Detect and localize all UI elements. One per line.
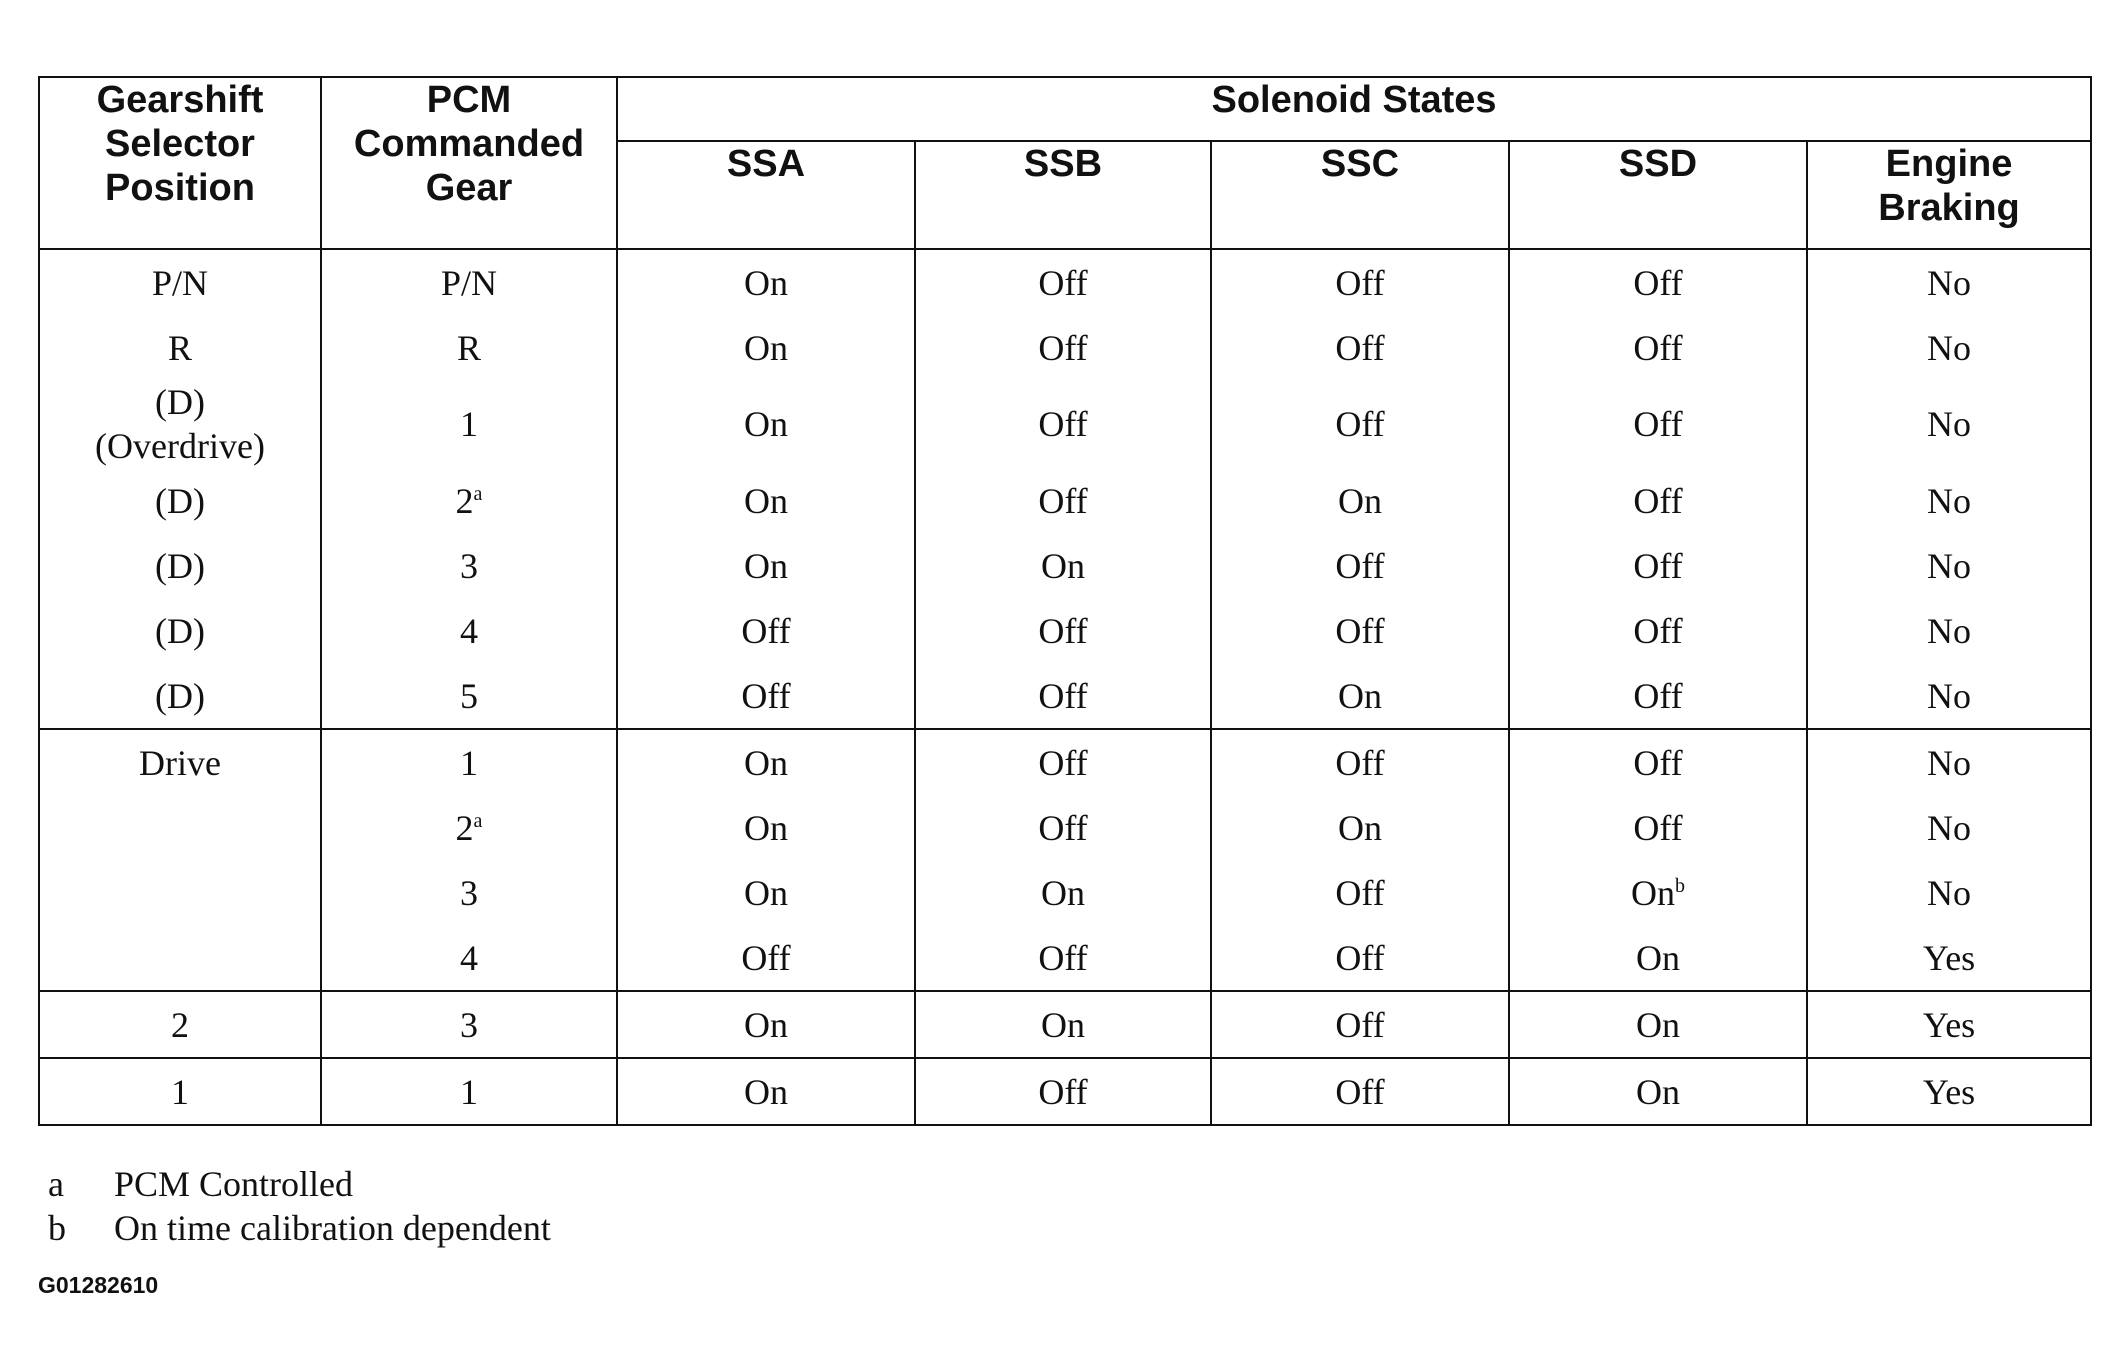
footnote-marker: a (473, 482, 483, 505)
ssd-cell (1509, 533, 1807, 598)
ssd-cell (1509, 663, 1807, 729)
commanded-gear-cell (321, 598, 617, 663)
engine-braking-cell (1807, 991, 2091, 1058)
table-row (39, 729, 2091, 795)
cell-text: Off (1633, 327, 1683, 368)
ssa-cell (617, 860, 915, 925)
commanded-gear-cell (321, 533, 617, 598)
ssa-cell (617, 1058, 915, 1125)
ssb-cell (915, 598, 1211, 663)
ssb-cell (915, 663, 1211, 729)
cell-text: 3 (460, 545, 478, 586)
selector-position-cell (39, 729, 321, 795)
cell-text: No (1927, 742, 1972, 783)
cell-text: On (1338, 807, 1382, 848)
commanded-gear-cell (321, 249, 617, 315)
ssd-cell (1509, 598, 1807, 663)
ssa-cell (617, 663, 915, 729)
engine-braking-cell (1807, 533, 2091, 598)
engine-braking-cell (1807, 468, 2091, 533)
ssb-cell (915, 468, 1211, 533)
engine-braking-cell (1807, 315, 2091, 380)
selector-position-cell (39, 795, 321, 860)
header-line: Braking (1878, 187, 2020, 229)
ssa-cell (617, 249, 915, 315)
engine-braking-cell (1807, 380, 2091, 468)
ssd-cell (1509, 991, 1807, 1058)
ssc-cell (1211, 598, 1509, 663)
header-line: PCM (426, 79, 512, 121)
cell-text: 4 (460, 937, 478, 978)
cell-text: 1 (460, 404, 478, 444)
figure-id: G01282610 (38, 1272, 159, 1298)
ssd-cell (1509, 925, 1807, 991)
cell-text: On (1636, 1004, 1680, 1045)
cell-text: 3 (460, 1004, 478, 1045)
cell-text: (D) (155, 610, 205, 651)
cell-text: Off (1633, 675, 1683, 716)
cell-text (322, 806, 616, 850)
selector-position-cell (39, 1058, 321, 1125)
ssa-cell (617, 533, 915, 598)
ssa-cell (617, 729, 915, 795)
engine-braking-cell (1807, 1058, 2091, 1125)
ssc-cell (1211, 925, 1509, 991)
engine-braking-cell (1807, 729, 2091, 795)
header-line: Commanded (353, 123, 585, 165)
selector-position-cell (39, 598, 321, 663)
solenoid-states-table (38, 76, 2092, 1126)
cell-text: Off (1038, 675, 1088, 716)
cell-text: Yes (1922, 937, 1976, 978)
header-line: Gearshift (96, 79, 264, 121)
cell-text: 1 (171, 1071, 189, 1112)
commanded-gear-cell (321, 860, 617, 925)
footnote-key: a (48, 1164, 64, 1204)
cell-text: Off (1038, 807, 1088, 848)
table-row (39, 663, 2091, 729)
ssd-cell (1509, 468, 1807, 533)
header-line: Engine (1885, 143, 2013, 185)
cell-text: Off (1633, 807, 1683, 848)
cell-text: Off (1335, 742, 1385, 783)
cell-text: On (1041, 1004, 1085, 1045)
table-row (39, 249, 2091, 315)
cell-text: (D) (155, 382, 205, 422)
ssb-cell (915, 249, 1211, 315)
cell-text: Off (741, 675, 791, 716)
cell-text: 2 (171, 1004, 189, 1045)
cell-text: Off (1335, 872, 1385, 913)
ssb-cell (915, 925, 1211, 991)
cell-text: R (456, 327, 481, 368)
engine-braking-cell (1807, 795, 2091, 860)
ssc-cell (1211, 249, 1509, 315)
cell-text: R (167, 327, 192, 368)
cell-text: Off (1633, 742, 1683, 783)
selector-position-cell (39, 860, 321, 925)
cell-text (322, 479, 616, 523)
ssb-cell (915, 1058, 1211, 1125)
cell-text: Off (1335, 1004, 1385, 1045)
cell-text: On (744, 262, 788, 303)
ssb-cell (915, 380, 1211, 468)
selector-position-cell (39, 663, 321, 729)
cell-text: Off (1038, 742, 1088, 783)
cell-text: No (1927, 327, 1972, 368)
cell-text: Off (1335, 1071, 1385, 1112)
table-row (39, 533, 2091, 598)
pcm-commanded-gear-header (321, 77, 617, 249)
table-row (39, 315, 2091, 380)
footnotes (48, 1162, 551, 1250)
cell-text: Off (1335, 262, 1385, 303)
ssa-header: SSA (617, 141, 915, 249)
table-row (39, 991, 2091, 1058)
cell-text: Off (1633, 545, 1683, 586)
selector-position-cell (39, 380, 321, 468)
cell-text: On (744, 1071, 788, 1112)
engine-braking-cell (1807, 860, 2091, 925)
ssb-cell (915, 860, 1211, 925)
engine-braking-cell (1807, 249, 2091, 315)
selector-position-cell (39, 991, 321, 1058)
ssd-cell (1509, 1058, 1807, 1125)
ssa-cell (617, 925, 915, 991)
cell-text: No (1927, 872, 1972, 913)
ssd-cell (1509, 315, 1807, 380)
engine-braking-cell (1807, 663, 2091, 729)
commanded-gear-cell (321, 663, 617, 729)
ssc-cell (1211, 795, 1509, 860)
cell-text: On (744, 545, 788, 586)
ssb-cell (915, 315, 1211, 380)
cell-text: Off (1335, 937, 1385, 978)
engine-braking-cell (1807, 598, 2091, 663)
ssa-cell (617, 315, 915, 380)
table-row (39, 1058, 2091, 1125)
ssa-cell (617, 380, 915, 468)
table-row (39, 925, 2091, 991)
ssa-cell (617, 468, 915, 533)
cell-text: Off (1038, 327, 1088, 368)
engine-braking-header (1807, 141, 2091, 249)
cell-text: 5 (460, 675, 478, 716)
cell-text: No (1927, 480, 1972, 521)
ssc-cell (1211, 991, 1509, 1058)
cell-text: Off (1335, 610, 1385, 651)
selector-position-cell (39, 533, 321, 598)
selector-position-cell (39, 315, 321, 380)
ssc-cell (1211, 315, 1509, 380)
cell-text: Off (741, 610, 791, 651)
cell-text: 1 (460, 742, 478, 783)
ssa-cell (617, 795, 915, 860)
ssc-cell (1211, 860, 1509, 925)
ssb-header: SSB (915, 141, 1211, 249)
cell-text: Off (1038, 610, 1088, 651)
footnote-key: b (48, 1208, 66, 1248)
footnote-text: PCM Controlled (114, 1164, 354, 1204)
cell-text: 2 (455, 807, 474, 848)
ssb-cell (915, 533, 1211, 598)
cell-text: On (744, 1004, 788, 1045)
cell-text: Off (1633, 480, 1683, 521)
cell-text: No (1927, 610, 1972, 651)
cell-text: On (744, 742, 788, 783)
cell-text: No (1927, 545, 1972, 586)
commanded-gear-cell (321, 729, 617, 795)
ssb-cell (915, 795, 1211, 860)
cell-text: Off (1335, 545, 1385, 586)
cell-text (1510, 871, 1806, 915)
cell-text: Off (1633, 610, 1683, 651)
cell-text: Off (1038, 404, 1088, 444)
cell-text: On (1636, 1071, 1680, 1112)
cell-text: Off (1038, 937, 1088, 978)
engine-braking-cell (1807, 925, 2091, 991)
cell-text: No (1927, 404, 1972, 444)
cell-text: On (744, 327, 788, 368)
ssc-cell (1211, 468, 1509, 533)
ssc-cell (1211, 663, 1509, 729)
ssc-cell (1211, 1058, 1509, 1125)
cell-text: Off (1633, 404, 1683, 444)
cell-text: On (744, 480, 788, 521)
cell-text: On (744, 807, 788, 848)
cell-text: Off (741, 937, 791, 978)
table-header (39, 77, 2091, 249)
table-body (39, 249, 2091, 1125)
ssa-cell (617, 598, 915, 663)
cell-text: (Overdrive) (95, 426, 265, 466)
footnote-a (48, 1162, 551, 1206)
cell-text: 2 (455, 480, 474, 521)
cell-text: Yes (1922, 1071, 1976, 1112)
commanded-gear-cell (321, 795, 617, 860)
gearshift-selector-position-header (39, 77, 321, 249)
commanded-gear-cell (321, 1058, 617, 1125)
cell-text: No (1927, 675, 1972, 716)
cell-text: P/N (151, 262, 209, 303)
cell-text: (D) (155, 480, 205, 521)
table-row (39, 468, 2091, 533)
cell-text: Off (1633, 262, 1683, 303)
selector-position-cell (39, 249, 321, 315)
ssb-cell (915, 729, 1211, 795)
cell-text: On (744, 404, 788, 444)
ssc-cell (1211, 533, 1509, 598)
commanded-gear-cell (321, 468, 617, 533)
cell-text: 1 (460, 1071, 478, 1112)
commanded-gear-cell (321, 991, 617, 1058)
ssd-cell (1509, 249, 1807, 315)
commanded-gear-cell (321, 315, 617, 380)
table-row (39, 795, 2091, 860)
selector-position-cell (39, 925, 321, 991)
ssa-cell (617, 991, 915, 1058)
cell-text: 3 (460, 872, 478, 913)
cell-text: Off (1335, 327, 1385, 368)
cell-text: (D) (155, 675, 205, 716)
ssc-header: SSC (1211, 141, 1509, 249)
cell-text: Off (1038, 262, 1088, 303)
header-line: Gear (425, 167, 513, 209)
ssc-cell (1211, 380, 1509, 468)
ssd-cell (1509, 380, 1807, 468)
cell-text: No (1927, 262, 1972, 303)
solenoid-states-header: Solenoid States (617, 77, 2091, 141)
cell-text: Drive (139, 742, 221, 783)
ssd-cell (1509, 729, 1807, 795)
cell-text: Off (1038, 480, 1088, 521)
ssd-cell (1509, 795, 1807, 860)
cell-text: On (1041, 872, 1085, 913)
header-line: Selector (105, 123, 255, 165)
ssd-header: SSD (1509, 141, 1807, 249)
table-row (39, 860, 2091, 925)
cell-text: No (1927, 807, 1972, 848)
commanded-gear-cell (321, 380, 617, 468)
footnote-marker: a (473, 809, 483, 832)
header-line: Position (105, 167, 255, 209)
cell-text: On (1636, 937, 1680, 978)
cell-text: Off (1335, 404, 1385, 444)
footnote-text: On time calibration dependent (114, 1208, 551, 1248)
footnote-b (48, 1206, 551, 1250)
cell-text: P/N (440, 262, 498, 303)
table-row (39, 598, 2091, 663)
table-row (39, 380, 2091, 468)
ssb-cell (915, 991, 1211, 1058)
cell-text: On (744, 872, 788, 913)
commanded-gear-cell (321, 925, 617, 991)
ssd-cell (1509, 860, 1807, 925)
cell-text: On (1338, 675, 1382, 716)
cell-text: On (1041, 545, 1085, 586)
selector-position-cell (39, 468, 321, 533)
cell-text: Off (1038, 1071, 1088, 1112)
ssc-cell (1211, 729, 1509, 795)
cell-text: On (1338, 480, 1382, 521)
cell-text: (D) (155, 545, 205, 586)
cell-text: 4 (460, 610, 478, 651)
footnote-marker: b (1675, 874, 1685, 897)
cell-text: On (1631, 872, 1675, 913)
cell-text: Yes (1922, 1004, 1976, 1045)
